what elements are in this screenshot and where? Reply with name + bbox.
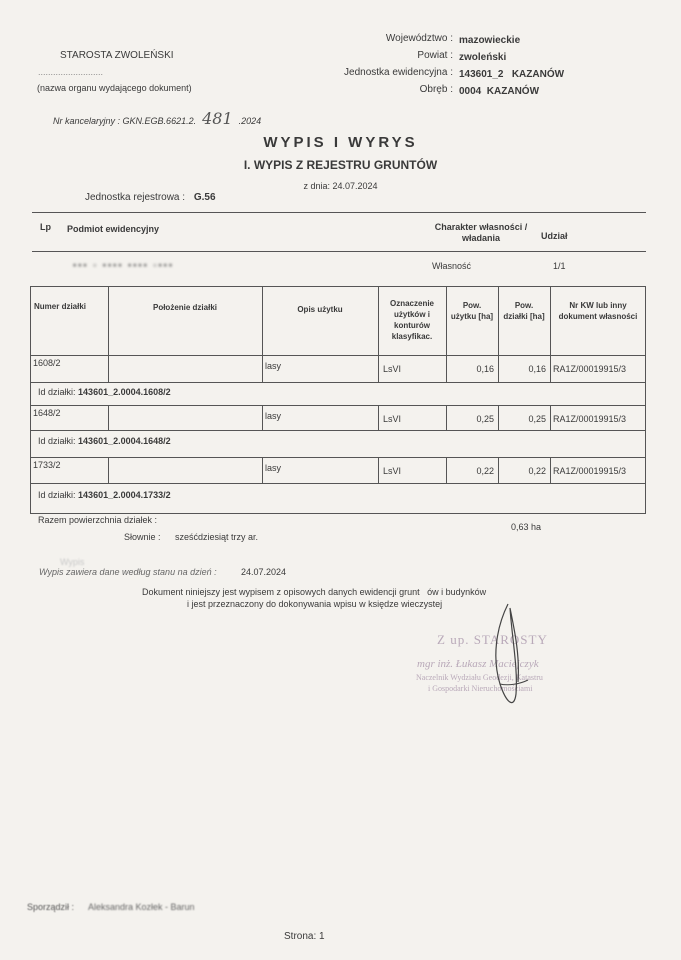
- parcel-kw: RA1Z/00019915/3: [553, 414, 627, 424]
- ref-number: [53, 109, 261, 128]
- unit-label: Jednostka ewidencyjna :: [344, 67, 453, 78]
- in-words-value: sześćdziesiąt trzy ar.: [175, 532, 259, 542]
- organ-name: STAROSTA ZWOLEŃSKI: [60, 50, 174, 61]
- parcel-id-value: 143601_2.0004.1733/2: [78, 490, 171, 500]
- col-header-location: Położenie działki: [152, 303, 217, 312]
- parcel-use-area: 0,22: [476, 466, 494, 476]
- col-sep: [498, 405, 499, 430]
- col-sep: [446, 405, 447, 430]
- doc-subtitle: I. WYPIS Z REJESTRU GRUNTÓW: [243, 158, 438, 172]
- parcel-id-label: Id działki:: [38, 387, 76, 397]
- col-sep: [108, 286, 109, 382]
- ref-year: .2024: [238, 116, 262, 126]
- row-sep: [30, 405, 645, 406]
- voivodeship-value: mazowieckie: [459, 35, 521, 46]
- county-label: Powiat :: [417, 50, 453, 61]
- col-sep: [262, 286, 263, 382]
- unit-value: 143601_2 KAZANÓW: [459, 69, 565, 80]
- prepared-label: Sporządził :: [27, 902, 75, 912]
- col-sep: [498, 286, 499, 382]
- col-header-number: Numer działki: [34, 302, 87, 311]
- parcel-use: lasy: [265, 361, 282, 371]
- parcel-use: lasy: [265, 411, 282, 421]
- parcel-table-bottom: [30, 513, 645, 514]
- parcel-kw: RA1Z/00019915/3: [553, 466, 627, 476]
- doc-date: z dnia: 24.07.2024: [303, 181, 378, 191]
- col-sep: [378, 405, 379, 430]
- page-number: Strona: 1: [284, 931, 325, 942]
- parcel-use-area: 0,16: [476, 364, 494, 374]
- parcel-id-value: 143601_2.0004.1648/2: [78, 436, 171, 446]
- parcel-class: LsVI: [383, 364, 402, 374]
- ref-label: Nr kancelaryjny :: [53, 116, 121, 126]
- organ-caption: (nazwa organu wydającego dokument): [37, 83, 192, 93]
- handwritten-signature: [480, 598, 540, 718]
- parcel-id-label: Id działki:: [38, 436, 76, 446]
- total-area-label: Razem powierzchnia działek :: [38, 515, 158, 525]
- parcel-table-top: [30, 286, 645, 287]
- parcel-left-border: [30, 286, 31, 514]
- parcel-number: 1648/2: [33, 408, 61, 418]
- parcel-number: 1733/2: [33, 460, 61, 470]
- parcel-id-label: Id działki:: [38, 490, 76, 500]
- parcel-area: 0,16: [528, 364, 546, 374]
- row-sep: [30, 430, 645, 431]
- owner-header-share: Udział: [541, 231, 568, 241]
- owner-table-top: [32, 212, 646, 213]
- owner-header-lp: Lp: [40, 222, 51, 232]
- registry-unit-value: G.56: [193, 192, 216, 203]
- parcel-area: 0,22: [528, 466, 546, 476]
- owner-table-divider: [32, 251, 646, 252]
- total-area-value: 0,63 ha: [511, 522, 542, 532]
- col-sep: [498, 457, 499, 483]
- col-sep: [550, 457, 551, 483]
- col-sep: [550, 405, 551, 430]
- col-sep: [108, 405, 109, 430]
- col-sep: [108, 457, 109, 483]
- ref-handwritten: 481: [202, 109, 233, 128]
- prepared-by-name: Aleksandra Kozłek - Barun: [88, 902, 195, 912]
- col-sep: [262, 457, 263, 483]
- row-sep: [30, 382, 645, 383]
- parcel-area: 0,25: [528, 414, 546, 424]
- precinct-label: Obręb :: [419, 84, 453, 95]
- signatory-role-2: i Gospodarki Nieruchomościami: [428, 684, 533, 693]
- owner-header-subject: Podmiot ewidencyjny: [67, 224, 160, 234]
- col-sep: [446, 286, 447, 382]
- in-words-label: Słownie :: [124, 532, 161, 542]
- registry-unit-label: Jednostka rejestrowa :: [85, 192, 186, 203]
- parcel-id: [38, 387, 171, 397]
- row-sep: [30, 483, 645, 484]
- ref-prefix: GKN.EGB.6621.2.: [122, 116, 197, 126]
- parcel-kw: RA1Z/00019915/3: [553, 364, 627, 374]
- owner-header-character: Charakter własności / władania: [434, 222, 528, 243]
- parcel-id: [38, 490, 171, 500]
- owner-character: Własność: [432, 261, 472, 271]
- statement-line-2: i jest przeznaczony do dokonywania wpisu w księdze wieczystej: [187, 599, 443, 609]
- faint-watermark-text: Wypis: [60, 557, 85, 567]
- col-header-kw: Nr KW lub inny dokument własności: [558, 301, 638, 321]
- parcel-class: LsVI: [383, 466, 402, 476]
- parcel-id: [38, 436, 171, 446]
- parcel-use-area: 0,25: [476, 414, 494, 424]
- col-sep: [446, 457, 447, 483]
- col-header-use: Opis użytku: [297, 305, 343, 314]
- col-sep: [262, 405, 263, 430]
- doc-title: WYPIS I WYRYS: [263, 134, 418, 151]
- organ-dotline: ..........................: [38, 67, 104, 77]
- row-sep: [30, 457, 645, 458]
- parcel-right-border: [645, 286, 646, 514]
- state-date-label: Wypis zawiera dane według stanu na dzień :: [39, 567, 217, 577]
- parcel-id-value: 143601_2.0004.1608/2: [78, 387, 171, 397]
- col-header-area: Pow. działki [ha]: [503, 301, 545, 321]
- owner-name-redacted: ▪▪▪ ▫ ▪▪▪▪ ▪▪▪▪ ▫▪▪▪: [73, 260, 175, 270]
- state-date-value: 24.07.2024: [241, 567, 287, 577]
- parcel-number: 1608/2: [33, 358, 61, 368]
- col-sep: [378, 286, 379, 382]
- owner-share: 1/1: [553, 261, 566, 271]
- parcel-header-bottom: [30, 355, 645, 356]
- signatory-name: mgr inż. Łukasz Maciejczyk: [417, 658, 539, 670]
- parcel-class: LsVI: [383, 414, 402, 424]
- precinct-value: 0004 KAZANÓW: [459, 86, 540, 97]
- col-sep: [378, 457, 379, 483]
- col-sep: [550, 286, 551, 382]
- col-header-class: Oznaczenie użytków i konturów klasyfikac.: [389, 299, 434, 341]
- voivodeship-label: Województwo :: [385, 33, 453, 44]
- col-header-use-area: Pow. użytku [ha]: [450, 301, 494, 321]
- statement-line-1: Dokument niniejszy jest wypisem z opisowych danych ewidencji grunt ów i budynków: [142, 587, 487, 597]
- parcel-use: lasy: [265, 463, 282, 473]
- county-value: zwoleński: [459, 52, 507, 63]
- stamp-line: Z up. STAROSTY: [437, 632, 548, 647]
- signatory-role-1: Naczelnik Wydziału Geodezji, Katastru: [416, 673, 543, 682]
- registry-unit: [85, 192, 216, 203]
